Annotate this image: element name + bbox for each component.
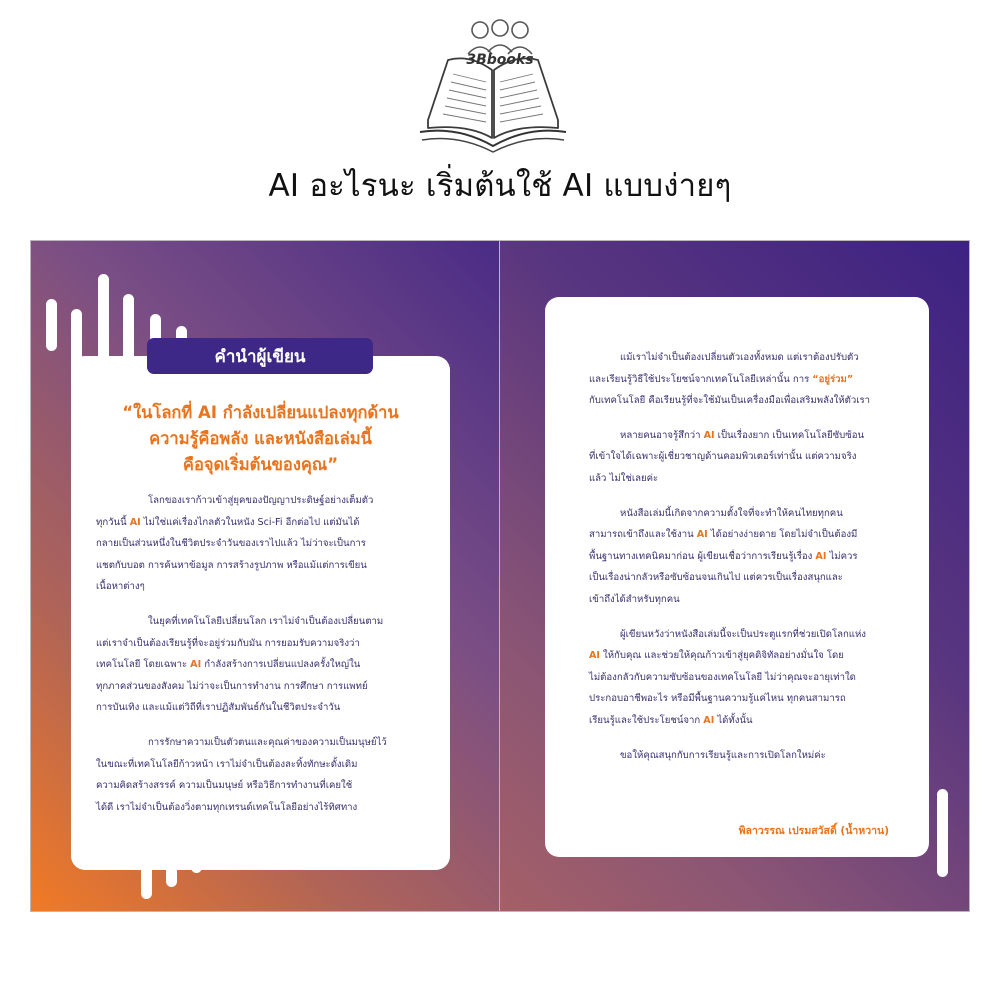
text-line: กับเทคโนโลยี คือเรียนรู้ที่จะใช้มันเป็นเครื่องมือเพื่อเสริมพลังให้ตัวเรา xyxy=(589,395,871,407)
text-line: และเรียนรู้วิธีใช้ประโยชน์จากเทคโนโลยีเหล่านั้น การ “อยู่ร่วม” xyxy=(589,373,854,385)
text-line: โลกของเราก้าวเข้าสู่ยุคของปัญญาประดิษฐ์อย่างเต็มตัว xyxy=(148,495,374,506)
text-line: พื้นฐานทางเทคนิคมาก่อน ผู้เขียนเชื่อว่าการเรียนรู้เรื่อง AI ไม่ควร xyxy=(589,550,858,562)
text-line: ได้ดี เราไม่จำเป็นต้องวิ่งตามทุกเทรนด์เทคโนโลยีอย่างไร้ทิศทาง xyxy=(96,801,358,813)
preface-quote xyxy=(71,400,450,478)
text-line: ความคิดสร้างสรรค์ ความเป็นมนุษย์ หรือวิธีการทำงานที่เคยใช้ xyxy=(96,780,353,792)
text-line: ในยุคที่เทคโนโลยีเปลี่ยนโลก เราไม่จำเป็นต้องเปลี่ยนตาม xyxy=(148,615,384,627)
text-line: แชตกับบอต การค้นหาข้อมูล การสร้างรูปภาพ หรือแม้แต่การเขียน xyxy=(96,559,367,571)
text-line: ที่เข้าใจได้เฉพาะผู้เชี่ยวชาญด้านคอมพิวเตอร์เท่านั้น แต่ความจริง xyxy=(589,451,857,463)
text-line: แต่เราจำเป็นต้องเรียนรู้ที่จะอยู่ร่วมกับมัน การยอมรับความจริงว่า xyxy=(96,637,360,649)
open-book-readers-icon xyxy=(408,10,578,160)
text-line: ทุกภาคส่วนของสังคม ไม่ว่าจะเป็นการทำงาน การศึกษา การแพทย์ xyxy=(96,680,368,692)
text-line: กลายเป็นส่วนหนึ่งในชีวิตประจำวันของเราไปแล้ว ไม่ว่าจะเป็นการ xyxy=(96,538,366,550)
text-line: ในขณะที่เทคโนโลยีก้าวหน้า เราไม่จำเป็นต้องละทิ้งทักษะดั้งเดิม xyxy=(96,758,358,770)
text-line: หนังสือเล่มนี้เกิดจากความตั้งใจที่จะทำให้คนไทยทุกคน xyxy=(620,507,843,519)
preface-body-right xyxy=(545,347,929,779)
author-signature: พิลาวรรณ เปรมสวัสดิ์ (น้ำหวาน) xyxy=(738,825,889,837)
preface-body-left xyxy=(71,490,450,831)
preface-header: คำนำผู้เขียน xyxy=(147,338,373,374)
preface-card-left xyxy=(71,356,450,870)
text-line: เข้าถึงได้สำหรับทุกคน xyxy=(589,593,680,605)
preface-card-right xyxy=(545,297,929,857)
text-line: การรักษาความเป็นตัวตนและคุณค่าของความเป็นมนุษย์ไว้ xyxy=(148,736,387,748)
text-line: หลายคนอาจรู้สึกว่า AI เป็นเรื่องยาก เป็นเทคโนโลยีซับซ้อน xyxy=(620,429,865,441)
decor-bar xyxy=(937,789,948,877)
text-line: ผู้เขียนหวังว่าหนังสือเล่มนี้จะเป็นประตูแรกที่ช่วยเปิดโลกแห่ง xyxy=(620,628,866,640)
text-line: แม้เราไม่จำเป็นต้องเปลี่ยนตัวเองทั้งหมด แต่เราต้องปรับตัว xyxy=(620,352,859,363)
quote-line: “ในโลกที่ AI กำลังเปลี่ยนแปลงทุกด้าน xyxy=(122,403,399,422)
text-line: การบันเทิง และแม้แต่วิถีที่เราปฏิสัมพันธ์กันในชีวิตประจำวัน xyxy=(96,702,341,714)
text-line: ไม่ต้องกลัวกับความซับซ้อนของเทคโนโลยี ไม่ว่าคุณจะอายุเท่าใด xyxy=(589,671,856,683)
text-line: เทคโนโลยี โดยเฉพาะ AI กำลังสร้างการเปลี่ยนแปลงครั้งใหญ่ใน xyxy=(96,659,361,671)
page-title: AI อะไรนะ เริ่มต้นใช้ AI แบบง่ายๆ xyxy=(268,168,732,204)
quote-line: ความรู้คือพลัง และหนังสือเล่มนี้ xyxy=(149,429,372,448)
text-line: ประกอบอาชีพอะไร หรือมีพื้นฐานความรู้แค่ไหน ทุกคนสามารถ xyxy=(589,693,846,705)
decor-bar xyxy=(46,299,57,351)
text-line: ทุกวันนี้ AI ไม่ใช่แค่เรื่องไกลตัวในหนัง Sci-Fi อีกต่อไป แต่มันได้ xyxy=(96,516,360,528)
text-line: สามารถเข้าถึงและใช้งาน AI ได้อย่างง่ายดาย โดยไม่จำเป็นต้องมี xyxy=(589,529,858,541)
text-line: เป็นเรื่องน่ากลัวหรือซับซ้อนจนเกินไป แต่ควรเป็นเรื่องสนุกและ xyxy=(589,572,843,584)
text-line: เนื้อหาต่างๆ xyxy=(96,581,145,593)
quote-line: คือจุดเริ่มต้นของคุณ” xyxy=(182,455,339,474)
text-line: แล้ว ไม่ใช่เลยค่ะ xyxy=(589,472,659,484)
text-line: AI ให้กับคุณ และช่วยให้คุณก้าวเข้าสู่ยุคดิจิทัลอย่างมั่นใจ โดย xyxy=(589,650,844,662)
text-line: เรียนรู้และใช้ประโยชน์จาก AI ได้ทั้งนั้น xyxy=(589,714,753,726)
left-book-page xyxy=(31,241,499,911)
right-book-page xyxy=(500,241,969,911)
text-line: ขอให้คุณสนุกกับการเรียนรู้และการเปิดโลกใหม่ค่ะ xyxy=(620,749,826,761)
logo-text: 3Bbooks xyxy=(466,52,534,68)
